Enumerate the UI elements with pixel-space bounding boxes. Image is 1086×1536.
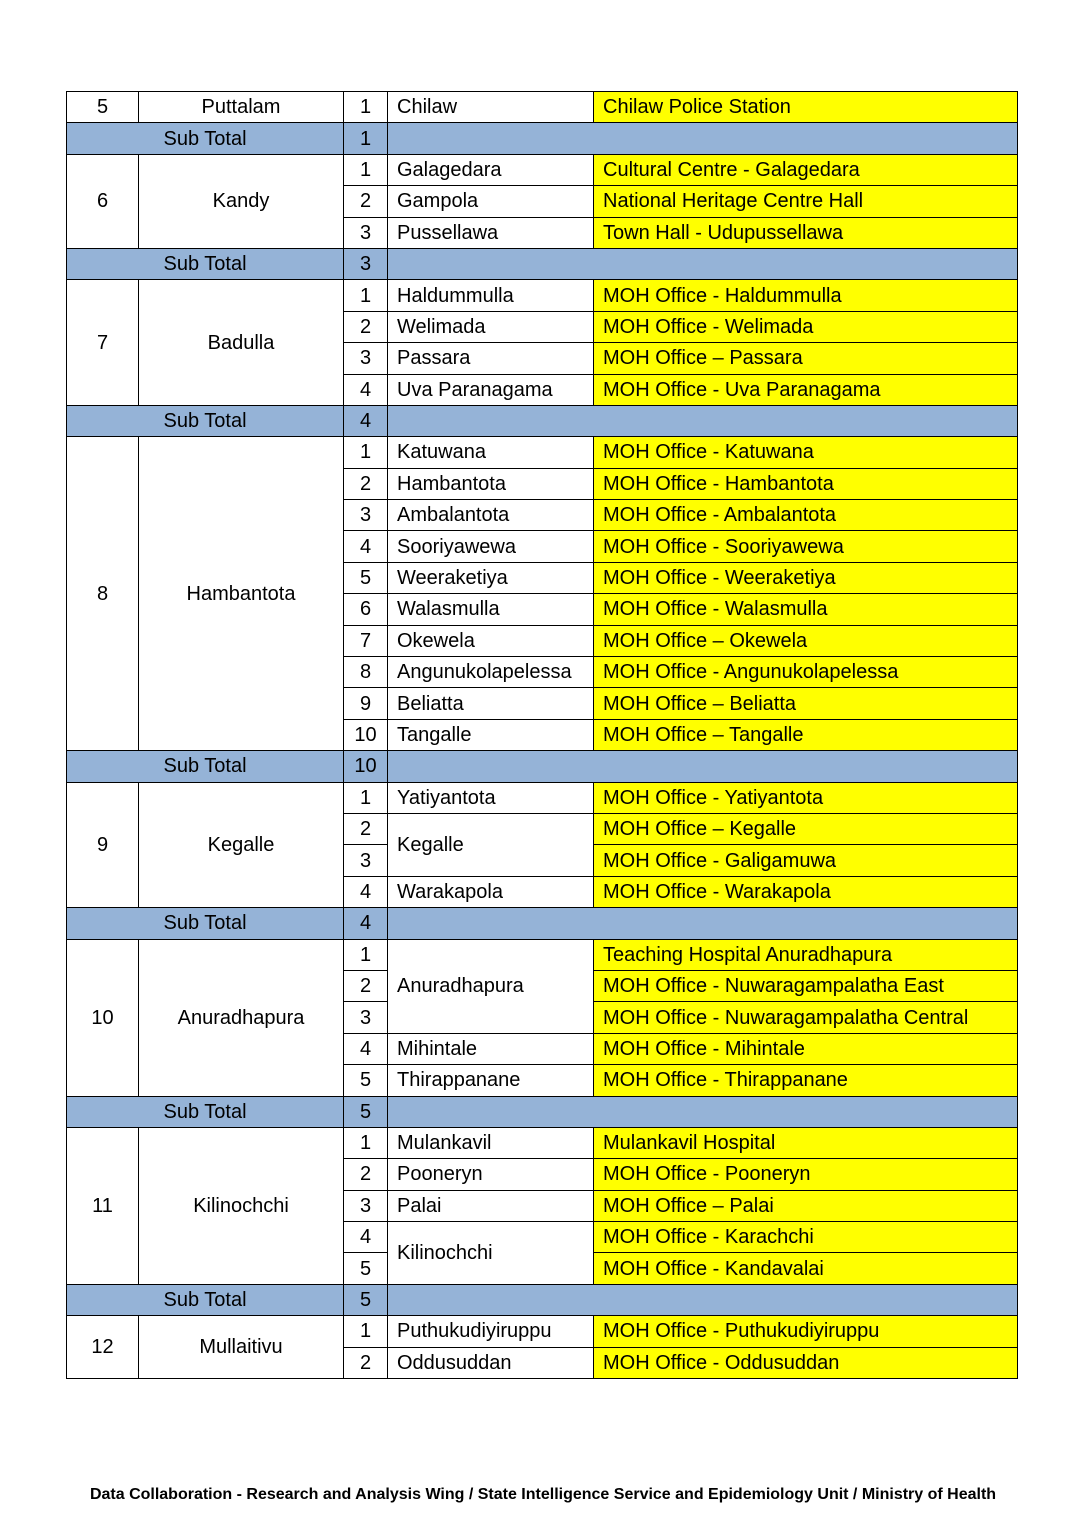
centre-index-cell: 7 — [344, 625, 388, 656]
centre-location-cell: MOH Office - Haldummulla — [594, 280, 1018, 311]
moh-area-cell: Warakapola — [388, 876, 594, 907]
subtotal-label-cell: Sub Total — [67, 123, 344, 154]
centre-location-cell: MOH Office - Welimada — [594, 311, 1018, 342]
district-number-cell: 6 — [67, 154, 139, 248]
centre-location-cell: MOH Office - Pooneryn — [594, 1159, 1018, 1190]
centre-index-cell: 5 — [344, 562, 388, 593]
moh-area-cell: Palai — [388, 1190, 594, 1221]
centre-index-cell: 1 — [344, 437, 388, 468]
centre-location-cell: Teaching Hospital Anuradhapura — [594, 939, 1018, 970]
district-number-cell: 5 — [67, 92, 139, 123]
centre-index-cell: 4 — [344, 1222, 388, 1253]
centre-location-cell: MOH Office – Passara — [594, 343, 1018, 374]
subtotal-value-cell: 5 — [344, 1096, 388, 1127]
centre-location-cell: MOH Office - Hambantota — [594, 468, 1018, 499]
subtotal-value-cell: 3 — [344, 248, 388, 279]
subtotal-empty-cell — [388, 751, 1018, 782]
subtotal-empty-cell — [388, 1284, 1018, 1315]
subtotal-empty-cell — [388, 123, 1018, 154]
moh-area-cell: Kegalle — [388, 813, 594, 876]
moh-area-cell: Pooneryn — [388, 1159, 594, 1190]
moh-area-cell: Mulankavil — [388, 1127, 594, 1158]
subtotal-value-cell: 4 — [344, 405, 388, 436]
subtotal-row — [67, 1284, 1018, 1315]
centre-index-cell: 1 — [344, 154, 388, 185]
centre-location-cell: Town Hall - Udupussellawa — [594, 217, 1018, 248]
subtotal-value-cell: 5 — [344, 1284, 388, 1315]
centre-location-cell: MOH Office - Uva Paranagama — [594, 374, 1018, 405]
subtotal-value-cell: 4 — [344, 908, 388, 939]
district-number-cell: 8 — [67, 437, 139, 751]
centre-index-cell: 2 — [344, 311, 388, 342]
centre-index-cell: 2 — [344, 1347, 388, 1378]
subtotal-row — [67, 751, 1018, 782]
centre-location-cell: MOH Office – Kegalle — [594, 813, 1018, 844]
table-row — [67, 154, 1018, 185]
moh-area-cell: Passara — [388, 343, 594, 374]
district-number-cell: 10 — [67, 939, 139, 1096]
district-name-cell: Kegalle — [139, 782, 344, 908]
subtotal-row — [67, 405, 1018, 436]
subtotal-empty-cell — [388, 908, 1018, 939]
district-number-cell: 11 — [67, 1127, 139, 1284]
table-body — [67, 92, 1018, 1379]
subtotal-row — [67, 248, 1018, 279]
centre-location-cell: MOH Office - Mihintale — [594, 1033, 1018, 1064]
table-row — [67, 782, 1018, 813]
moh-area-cell: Pussellawa — [388, 217, 594, 248]
centre-location-cell: MOH Office - Nuwaragampalatha East — [594, 970, 1018, 1001]
centre-location-cell: MOH Office - Nuwaragampalatha Central — [594, 1002, 1018, 1033]
centre-index-cell: 3 — [344, 845, 388, 876]
moh-area-cell: Hambantota — [388, 468, 594, 499]
centre-index-cell: 1 — [344, 939, 388, 970]
centre-location-cell: MOH Office - Yatiyantota — [594, 782, 1018, 813]
centre-location-cell: MOH Office - Weeraketiya — [594, 562, 1018, 593]
subtotal-label-cell: Sub Total — [67, 248, 344, 279]
centre-location-cell: MOH Office - Warakapola — [594, 876, 1018, 907]
centre-location-cell: Chilaw Police Station — [594, 92, 1018, 123]
table-row — [67, 92, 1018, 123]
moh-area-cell: Beliatta — [388, 688, 594, 719]
moh-area-cell: Thirappanane — [388, 1065, 594, 1096]
centre-location-cell: MOH Office – Okewela — [594, 625, 1018, 656]
centre-location-cell: MOH Office – Beliatta — [594, 688, 1018, 719]
subtotal-label-cell: Sub Total — [67, 908, 344, 939]
moh-area-cell: Weeraketiya — [388, 562, 594, 593]
centre-index-cell: 4 — [344, 531, 388, 562]
centre-index-cell: 1 — [344, 1316, 388, 1347]
moh-area-cell: Angunukolapelessa — [388, 657, 594, 688]
subtotal-empty-cell — [388, 1096, 1018, 1127]
centre-location-cell: National Heritage Centre Hall — [594, 186, 1018, 217]
centre-index-cell: 2 — [344, 468, 388, 499]
footer-credit: Data Collaboration - Research and Analysis Wing / State Intelligence Service and Epidemiology Unit / Ministry of Health — [89, 1486, 997, 1503]
subtotal-label-cell: Sub Total — [67, 1284, 344, 1315]
table-row — [67, 1316, 1018, 1347]
district-number-cell: 7 — [67, 280, 139, 406]
moh-area-cell: Anuradhapura — [388, 939, 594, 1033]
subtotal-row — [67, 1096, 1018, 1127]
centre-index-cell: 4 — [344, 1033, 388, 1064]
centre-index-cell: 2 — [344, 970, 388, 1001]
moh-area-cell: Okewela — [388, 625, 594, 656]
centre-location-cell: MOH Office - Thirappanane — [594, 1065, 1018, 1096]
centre-index-cell: 3 — [344, 500, 388, 531]
subtotal-row — [67, 908, 1018, 939]
subtotal-label-cell: Sub Total — [67, 405, 344, 436]
centre-location-cell: MOH Office - Oddusuddan — [594, 1347, 1018, 1378]
table-row — [67, 939, 1018, 970]
district-name-cell: Puttalam — [139, 92, 344, 123]
centre-location-cell: Cultural Centre - Galagedara — [594, 154, 1018, 185]
centre-location-cell: MOH Office – Palai — [594, 1190, 1018, 1221]
subtotal-value-cell: 10 — [344, 751, 388, 782]
centre-location-cell: MOH Office - Katuwana — [594, 437, 1018, 468]
centre-index-cell: 3 — [344, 217, 388, 248]
centre-location-cell: MOH Office - Walasmulla — [594, 594, 1018, 625]
centre-index-cell: 8 — [344, 657, 388, 688]
centre-index-cell: 2 — [344, 1159, 388, 1190]
centre-index-cell: 9 — [344, 688, 388, 719]
district-name-cell: Mullaitivu — [139, 1316, 344, 1379]
table-row — [67, 280, 1018, 311]
centre-index-cell: 1 — [344, 280, 388, 311]
district-number-cell: 9 — [67, 782, 139, 908]
centre-index-cell: 3 — [344, 1190, 388, 1221]
moh-area-cell: Haldummulla — [388, 280, 594, 311]
centre-index-cell: 5 — [344, 1065, 388, 1096]
centre-index-cell: 2 — [344, 186, 388, 217]
centre-index-cell: 10 — [344, 719, 388, 750]
centre-location-cell: Mulankavil Hospital — [594, 1127, 1018, 1158]
centre-location-cell: MOH Office – Tangalle — [594, 719, 1018, 750]
subtotal-empty-cell — [388, 405, 1018, 436]
moh-area-cell: Oddusuddan — [388, 1347, 594, 1378]
centre-location-cell: MOH Office - Sooriyawewa — [594, 531, 1018, 562]
moh-area-cell: Welimada — [388, 311, 594, 342]
centre-index-cell: 2 — [344, 813, 388, 844]
moh-area-cell: Walasmulla — [388, 594, 594, 625]
centre-location-cell: MOH Office - Galigamuwa — [594, 845, 1018, 876]
moh-area-cell: Uva Paranagama — [388, 374, 594, 405]
centre-index-cell: 1 — [344, 782, 388, 813]
centre-location-cell: MOH Office - Kandavalai — [594, 1253, 1018, 1284]
moh-area-cell: Mihintale — [388, 1033, 594, 1064]
centre-index-cell: 3 — [344, 1002, 388, 1033]
centre-index-cell: 6 — [344, 594, 388, 625]
subtotal-empty-cell — [388, 248, 1018, 279]
subtotal-value-cell: 1 — [344, 123, 388, 154]
moh-area-cell: Katuwana — [388, 437, 594, 468]
moh-area-cell: Ambalantota — [388, 500, 594, 531]
district-name-cell: Kilinochchi — [139, 1127, 344, 1284]
moh-area-cell: Chilaw — [388, 92, 594, 123]
centre-index-cell: 3 — [344, 343, 388, 374]
district-name-cell: Anuradhapura — [139, 939, 344, 1096]
district-name-cell: Badulla — [139, 280, 344, 406]
centre-location-cell: MOH Office - Karachchi — [594, 1222, 1018, 1253]
vaccination-centres-table — [66, 91, 1018, 1379]
moh-area-cell: Galagedara — [388, 154, 594, 185]
subtotal-row — [67, 123, 1018, 154]
centre-index-cell: 5 — [344, 1253, 388, 1284]
subtotal-label-cell: Sub Total — [67, 1096, 344, 1127]
subtotal-label-cell: Sub Total — [67, 751, 344, 782]
district-number-cell: 12 — [67, 1316, 139, 1379]
centre-location-cell: MOH Office - Angunukolapelessa — [594, 657, 1018, 688]
moh-area-cell: Tangalle — [388, 719, 594, 750]
centre-index-cell: 4 — [344, 876, 388, 907]
moh-area-cell: Kilinochchi — [388, 1222, 594, 1285]
centre-location-cell: MOH Office - Puthukudiyiruppu — [594, 1316, 1018, 1347]
moh-area-cell: Sooriyawewa — [388, 531, 594, 562]
centre-location-cell: MOH Office - Ambalantota — [594, 500, 1018, 531]
district-name-cell: Hambantota — [139, 437, 344, 751]
moh-area-cell: Puthukudiyiruppu — [388, 1316, 594, 1347]
district-name-cell: Kandy — [139, 154, 344, 248]
moh-area-cell: Gampola — [388, 186, 594, 217]
table-row — [67, 437, 1018, 468]
centre-index-cell: 4 — [344, 374, 388, 405]
moh-area-cell: Yatiyantota — [388, 782, 594, 813]
centre-index-cell: 1 — [344, 92, 388, 123]
table-row — [67, 1127, 1018, 1158]
centre-index-cell: 1 — [344, 1127, 388, 1158]
